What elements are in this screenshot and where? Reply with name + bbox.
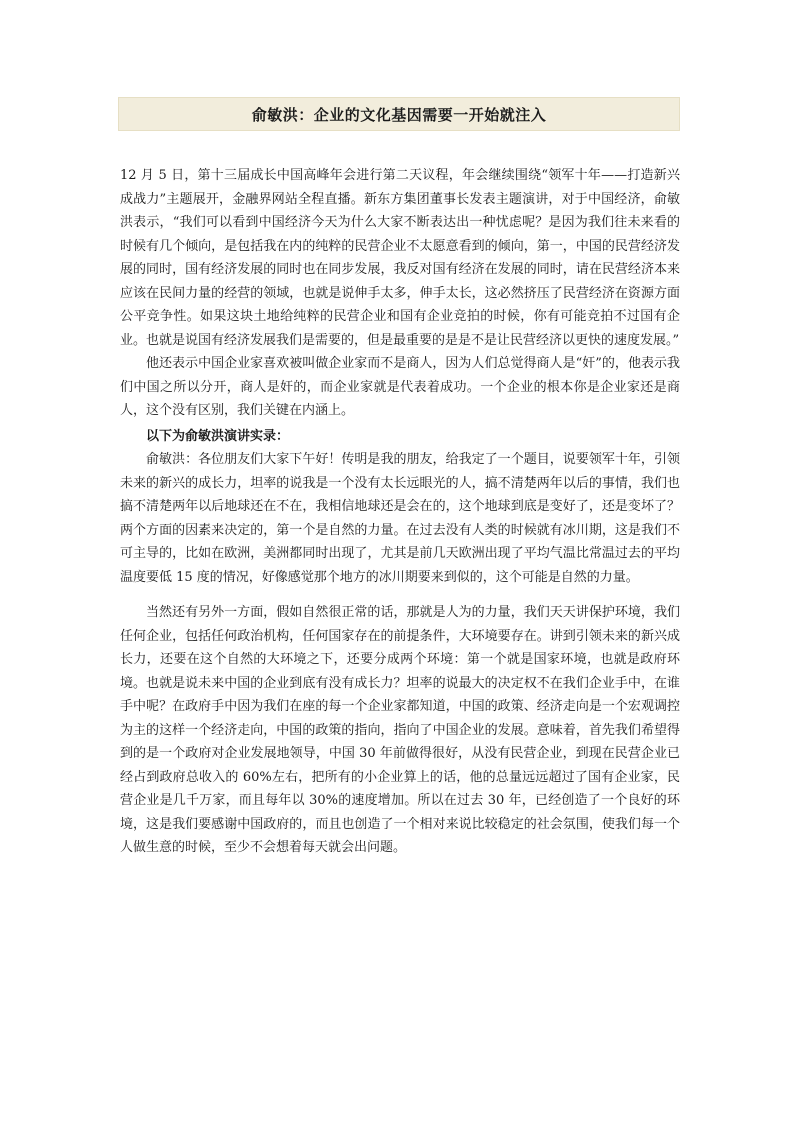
paragraph-intro: 12 月 5 日，第十三届成长中国高峰年会进行第二天议程，年会继续围绕“领军十年——打造新兴成战力”主题展开，金融界网站全程直播。新东方集团董事长发表主题演讲，对于中国经济，俞敏洪表示，“我们可以看到中国经济今天为什么大家不断表达出一种忧虑呢？是因为我们往未来看的时候有几个倾向，是包括我在内的纯粹的民营企业不太愿意看到的倾向，第一，中国的民营经济发展的同时，国有经济发展的同时也在同步发展，我反对国有经济在发展的同时，请在民营经济本来应该在民间力量的经营的领域，也就是说伸手太多，伸手太长，这必然挤压了民营经济在资源方面公平竞争性。如果这块土地给纯粹的民营企业和国有企业竞拍的时候，你有可能竞拍不过国有企业。也就是说国有经济发展我们是需要的，但是最重要的是是不是让民营经济以更快的速度发展。”	[120, 168, 680, 348]
paragraph-speech-2: 当然还有另外一方面，假如自然很正常的话，那就是人为的力量，我们天天讲保护环境，我们任何企业，包括任何政治机构，任何国家存在的前提条件，大环境要存在。讲到引领未来的新兴成长力，还要在这个自然的大环境之下，还要分成两个环境：第一个就是国家环境，也就是政府环境。也就是说未来中国的企业到底有没有成长力？坦率的说最大的决定权不在我们企业手中，在谁手中呢？在政府手中因为我们在座的每一个企业家都知道，中国的政策、经济走向是一个宏观调控为主的这样一个经济走向，中国的政策的指向，指向了中国企业的发展。意味着，首先我们希望得到的是一个政府对企业发展地领导，中国 30 年前做得很好，从没有民营企业，到现在民营企业已经占到政府总收入的 60%左右，把所有的小企业算上的话，他的总量远远超过了国有企业家，民营企业是几千万家，而且每年以 30%的速度增加。所以在过去 30 年，已经创造了一个良好的环境，这是我们要感谢中国政府的，而且也创造了一个相对来说比较稳定的社会氛围，使我们每一个人做生意的时候，至少不会想着每天就会出问题。	[120, 605, 680, 855]
paragraph-speech-1: 俞敏洪：各位朋友们大家下午好！传明是我的朋友，给我定了一个题目，说要领军十年，引领未来的新兴的成长力，坦率的说我是一个没有太长远眼光的人，搞不清楚两年以后的事情，我们也搞不清楚两年以后地球还在不在，我相信地球还是会在的，这个地球到底是变好了，还是变坏了？两个方面的因素来决定的，第一个是自然的力量。在过去没有人类的时候就有冰川期，这是我们不可主导的，比如在欧洲，美洲都同时出现了，尤其是前几天欧洲出现了平均气温比常温过去的平均温度要低 15 度的情况，好像感觉那个地方的冰川期要来到似的，这个可能是自然的力量。	[120, 452, 680, 585]
page-title: 俞敏洪：企业的文化基因需要一开始就注入	[251, 105, 547, 124]
section-heading-transcript: 以下为俞敏洪演讲实录：	[146, 428, 290, 444]
paragraph-merchant: 他还表示中国企业家喜欢被叫做企业家而不是商人，因为人们总觉得商人是“奸”的，他表示我们中国之所以分开，商人是奸的，而企业家就是代表着成功。一个企业的根本你是企业家还是商人，这个没有区别，我们关键在内涵上。	[120, 356, 680, 418]
article-body	[120, 164, 680, 860]
title-banner	[118, 97, 680, 131]
